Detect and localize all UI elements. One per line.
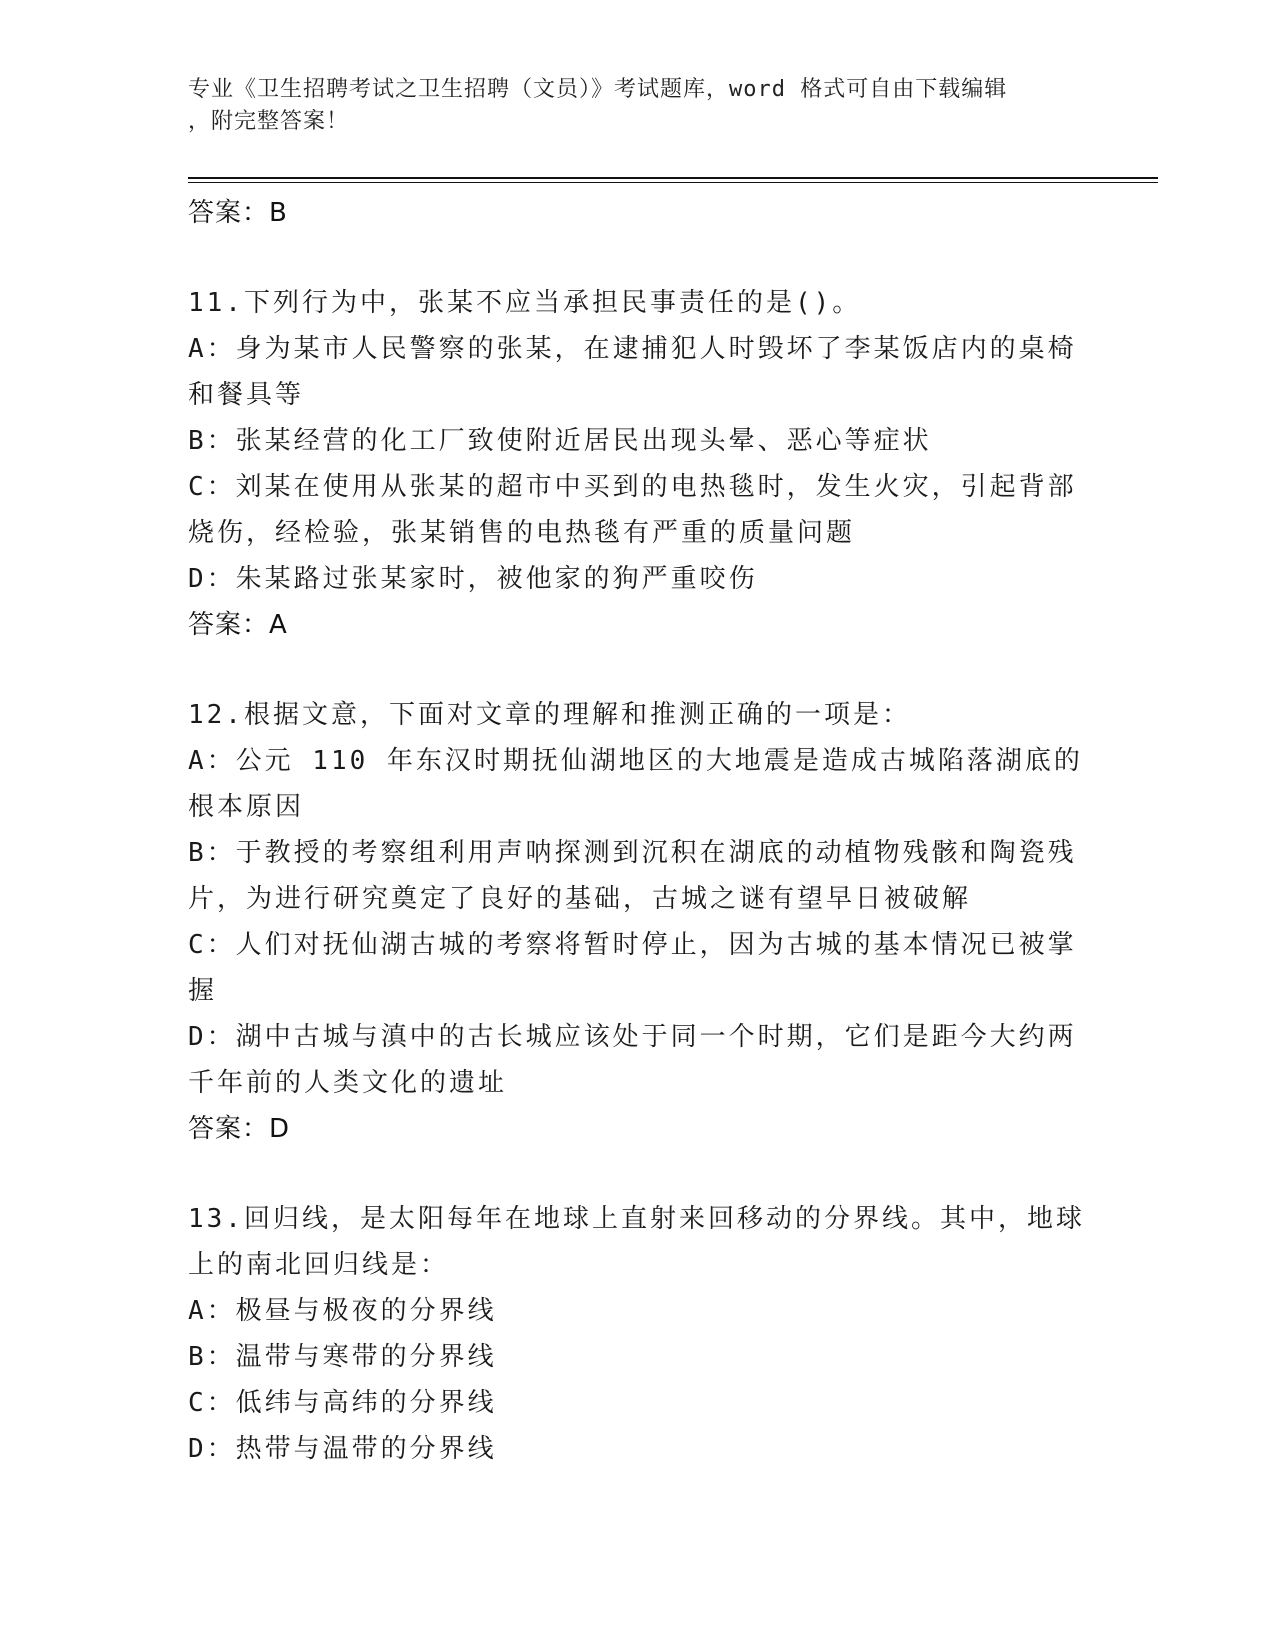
answer-previous: 答案：B [188, 198, 288, 228]
document-content [188, 190, 1088, 1472]
header-line-2: ，附完整答案！ [188, 109, 350, 134]
option-a: A：公元 110 年东汉时期抚仙湖地区的大地震是造成古城陷落湖底的根本原因 [188, 746, 1083, 822]
question-block-11 [188, 280, 1088, 648]
question-block-12 [188, 692, 1088, 1152]
answer: 答案：D [188, 1114, 291, 1144]
option-c: C：刘某在使用从张某的超市中买到的电热毯时，发生火灾，引起背部烧伤，经检验，张某销售的电热毯有严重的质量问题 [188, 472, 1077, 548]
option-c: C：人们对抚仙湖古城的考察将暂时停止，因为古城的基本情况已被掌握 [188, 930, 1077, 1006]
page-header [188, 74, 1088, 138]
option-a: A：极昼与极夜的分界线 [188, 1296, 497, 1326]
header-divider [188, 177, 1158, 179]
question-stem: 11.下列行为中，张某不应当承担民事责任的是()。 [188, 288, 862, 318]
spacer [188, 1152, 1088, 1196]
option-b: B：张某经营的化工厂致使附近居民出现头晕、恶心等症状 [188, 426, 932, 456]
spacer [188, 236, 1088, 280]
option-b: B：于教授的考察组利用声呐探测到沉积在湖底的动植物残骸和陶瓷残片，为进行研究奠定了良好的基础，古城之谜有望早日被破解 [188, 838, 1077, 914]
question-stem: 12.根据文意，下面对文章的理解和推测正确的一项是： [188, 700, 911, 730]
option-a: A：身为某市人民警察的张某，在逮捕犯人时毁坏了李某饭店内的桌椅和餐具等 [188, 334, 1077, 410]
question-block-13 [188, 1196, 1088, 1472]
header-divider-thin [188, 182, 1158, 183]
option-d: D：朱某路过张某家时，被他家的狗严重咬伤 [188, 564, 758, 594]
answer: 答案：A [188, 610, 288, 640]
option-c: C：低纬与高纬的分界线 [188, 1388, 497, 1418]
header-line-1: 专业《卫生招聘考试之卫生招聘（文员）》考试题库，word 格式可自由下载编辑 [188, 77, 1008, 102]
option-d: D：湖中古城与滇中的古长城应该处于同一个时期，它们是距今大约两千年前的人类文化的遗址 [188, 1022, 1077, 1098]
question-stem: 13.回归线，是太阳每年在地球上直射来回移动的分界线。其中，地球上的南北回归线是： [188, 1204, 1085, 1280]
option-d: D：热带与温带的分界线 [188, 1434, 497, 1464]
spacer [188, 648, 1088, 692]
option-b: B：温带与寒带的分界线 [188, 1342, 497, 1372]
